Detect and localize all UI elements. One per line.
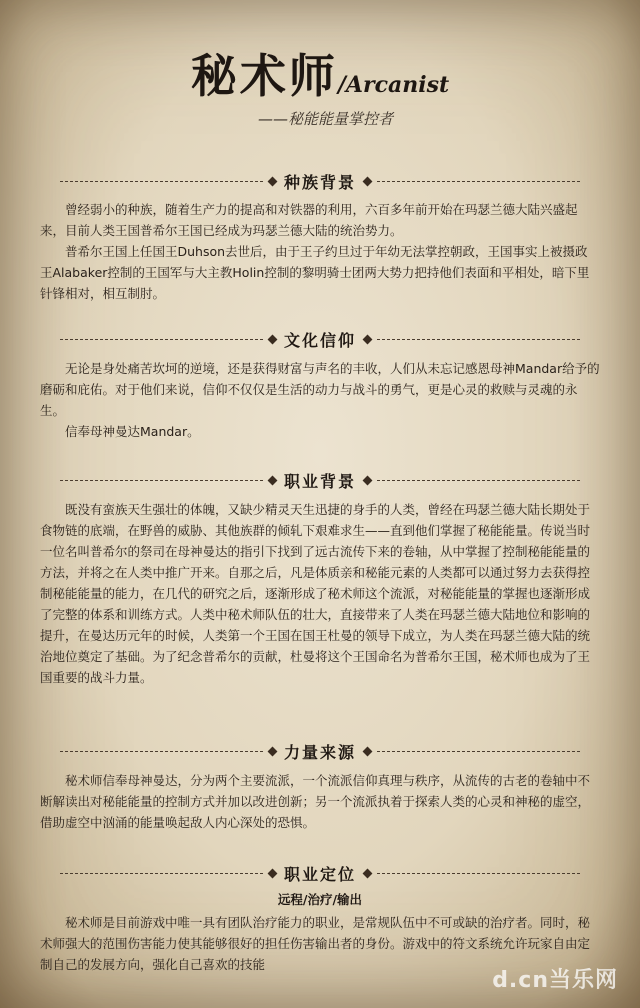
paragraph: 秘术师信奉母神曼达，分为两个主要流派，一个流派信仰真理与秩序，从流传的古老的卷轴中不断解读出对秘能能量的控制方式并加以改进创新；另一个流派执着于探索人类的心灵和神秘的虚空，借助虚空中汹涌的能量唤起敌人内心深处的恐惧。	[40, 773, 591, 830]
section-heading-role	[60, 860, 580, 886]
page-subtitle: ——秘能能量掌控者	[258, 110, 394, 128]
section-body-culture	[40, 358, 600, 442]
diamond-icon	[268, 746, 278, 756]
diamond-icon	[363, 334, 373, 344]
diamond-icon	[363, 746, 373, 756]
section-title: 职业定位	[284, 864, 357, 884]
watermark-logo: d.cn当乐网	[492, 968, 618, 993]
paragraph: 普希尔王国上任国王Duhson去世后，由于王子约旦过于年幼无法掌控朝政，王国事实上被摄政王Alabaker控制的王国军与大主教Holin控制的黎明骑士团两大势力把持他们表面和平相处，暗下里针锋相对，相互制肘。	[40, 244, 590, 301]
diamond-icon	[363, 475, 373, 485]
section-title: 力量来源	[284, 742, 357, 762]
diamond-icon	[268, 176, 278, 186]
section-title: 种族背景	[284, 172, 357, 192]
paragraph: 曾经弱小的种族，随着生产力的提高和对铁器的利用，六百多年前开始在玛瑟兰德大陆兴盛起来，目前人类王国普希尔王国已经成为玛瑟兰德大陆的统治势力。	[40, 202, 578, 238]
diamond-icon	[268, 475, 278, 485]
diamond-icon	[363, 176, 373, 186]
section-heading-class	[60, 467, 580, 493]
divider	[377, 480, 580, 481]
divider	[60, 873, 263, 874]
paragraph: 信奉母神曼达Mandar。	[65, 424, 200, 439]
diamond-icon	[268, 334, 278, 344]
section-title: 职业背景	[284, 471, 357, 491]
section-body-class	[40, 499, 600, 688]
paragraph: 既没有蛮族天生强壮的体魄，又缺少精灵天生迅捷的身手的人类，曾经在玛瑟兰德大陆长期处于食物链的底端，在野兽的威胁、其他族群的倾轧下艰难求生——直到他们掌握了秘能能量。传说当时一位名叫普希尔的祭司在母神曼达的指引下找到了远古流传下来的卷轴，从中掌握了控制秘能能量的方法，并将之在人类中推广开来。自那之后，凡是体质亲和秘能元素的人类都可以通过努力去获得控制秘能能量的能力，在几代的研究之后，逐渐形成了秘术师这个流派，对秘能能量的掌握也逐渐形成了完整的体系和训练方式。人类中秘术师队伍的壮大，直接带来了人类在玛瑟兰德大陆地位和影响的提升，在曼达历元年的时候，人类第一个王国在国王杜曼的领导下成立，为人类在玛瑟兰德大陆的统治地位奠定了基础。为了纪念普希尔的贡献，杜曼将这个王国命名为普希尔王国，秘术师也成为了王国重要的战斗力量。	[40, 502, 591, 685]
divider	[60, 751, 263, 752]
section-body-power	[40, 770, 600, 833]
role-tag: 远程/治疗/输出	[277, 892, 363, 907]
section-body-race	[40, 199, 600, 304]
section-heading-power	[60, 738, 580, 764]
section-heading-race	[60, 168, 580, 194]
title-block	[0, 40, 640, 106]
page-title: 秘术师	[190, 49, 338, 103]
divider	[377, 339, 580, 340]
divider	[60, 181, 263, 182]
divider	[377, 181, 580, 182]
diamond-icon	[268, 868, 278, 878]
section-heading-culture	[60, 326, 580, 352]
section-title: 文化信仰	[284, 330, 357, 350]
divider	[377, 873, 580, 874]
paragraph: 无论是身处痛苦坎坷的逆境，还是获得财富与声名的丰收，人们从未忘记感恩母神Mandar给予的磨砺和庇佑。对于他们来说，信仰不仅仅是生活的动力与战斗的勇气，更是心灵的救赎与灵魂的永生。	[40, 361, 600, 418]
divider	[60, 480, 263, 481]
divider	[60, 339, 263, 340]
page-title-english: /Arcanist	[337, 72, 450, 98]
paragraph: 秘术师是目前游戏中唯一具有团队治疗能力的职业，是常规队伍中不可或缺的治疗者。同时，秘术师强大的范围伤害能力使其能够很好的担任伤害输出者的身份。游戏中的符文系统允许玩家自由定制自己的发展方向，强化自己喜欢的技能	[40, 915, 591, 972]
diamond-icon	[363, 868, 373, 878]
divider	[377, 751, 580, 752]
